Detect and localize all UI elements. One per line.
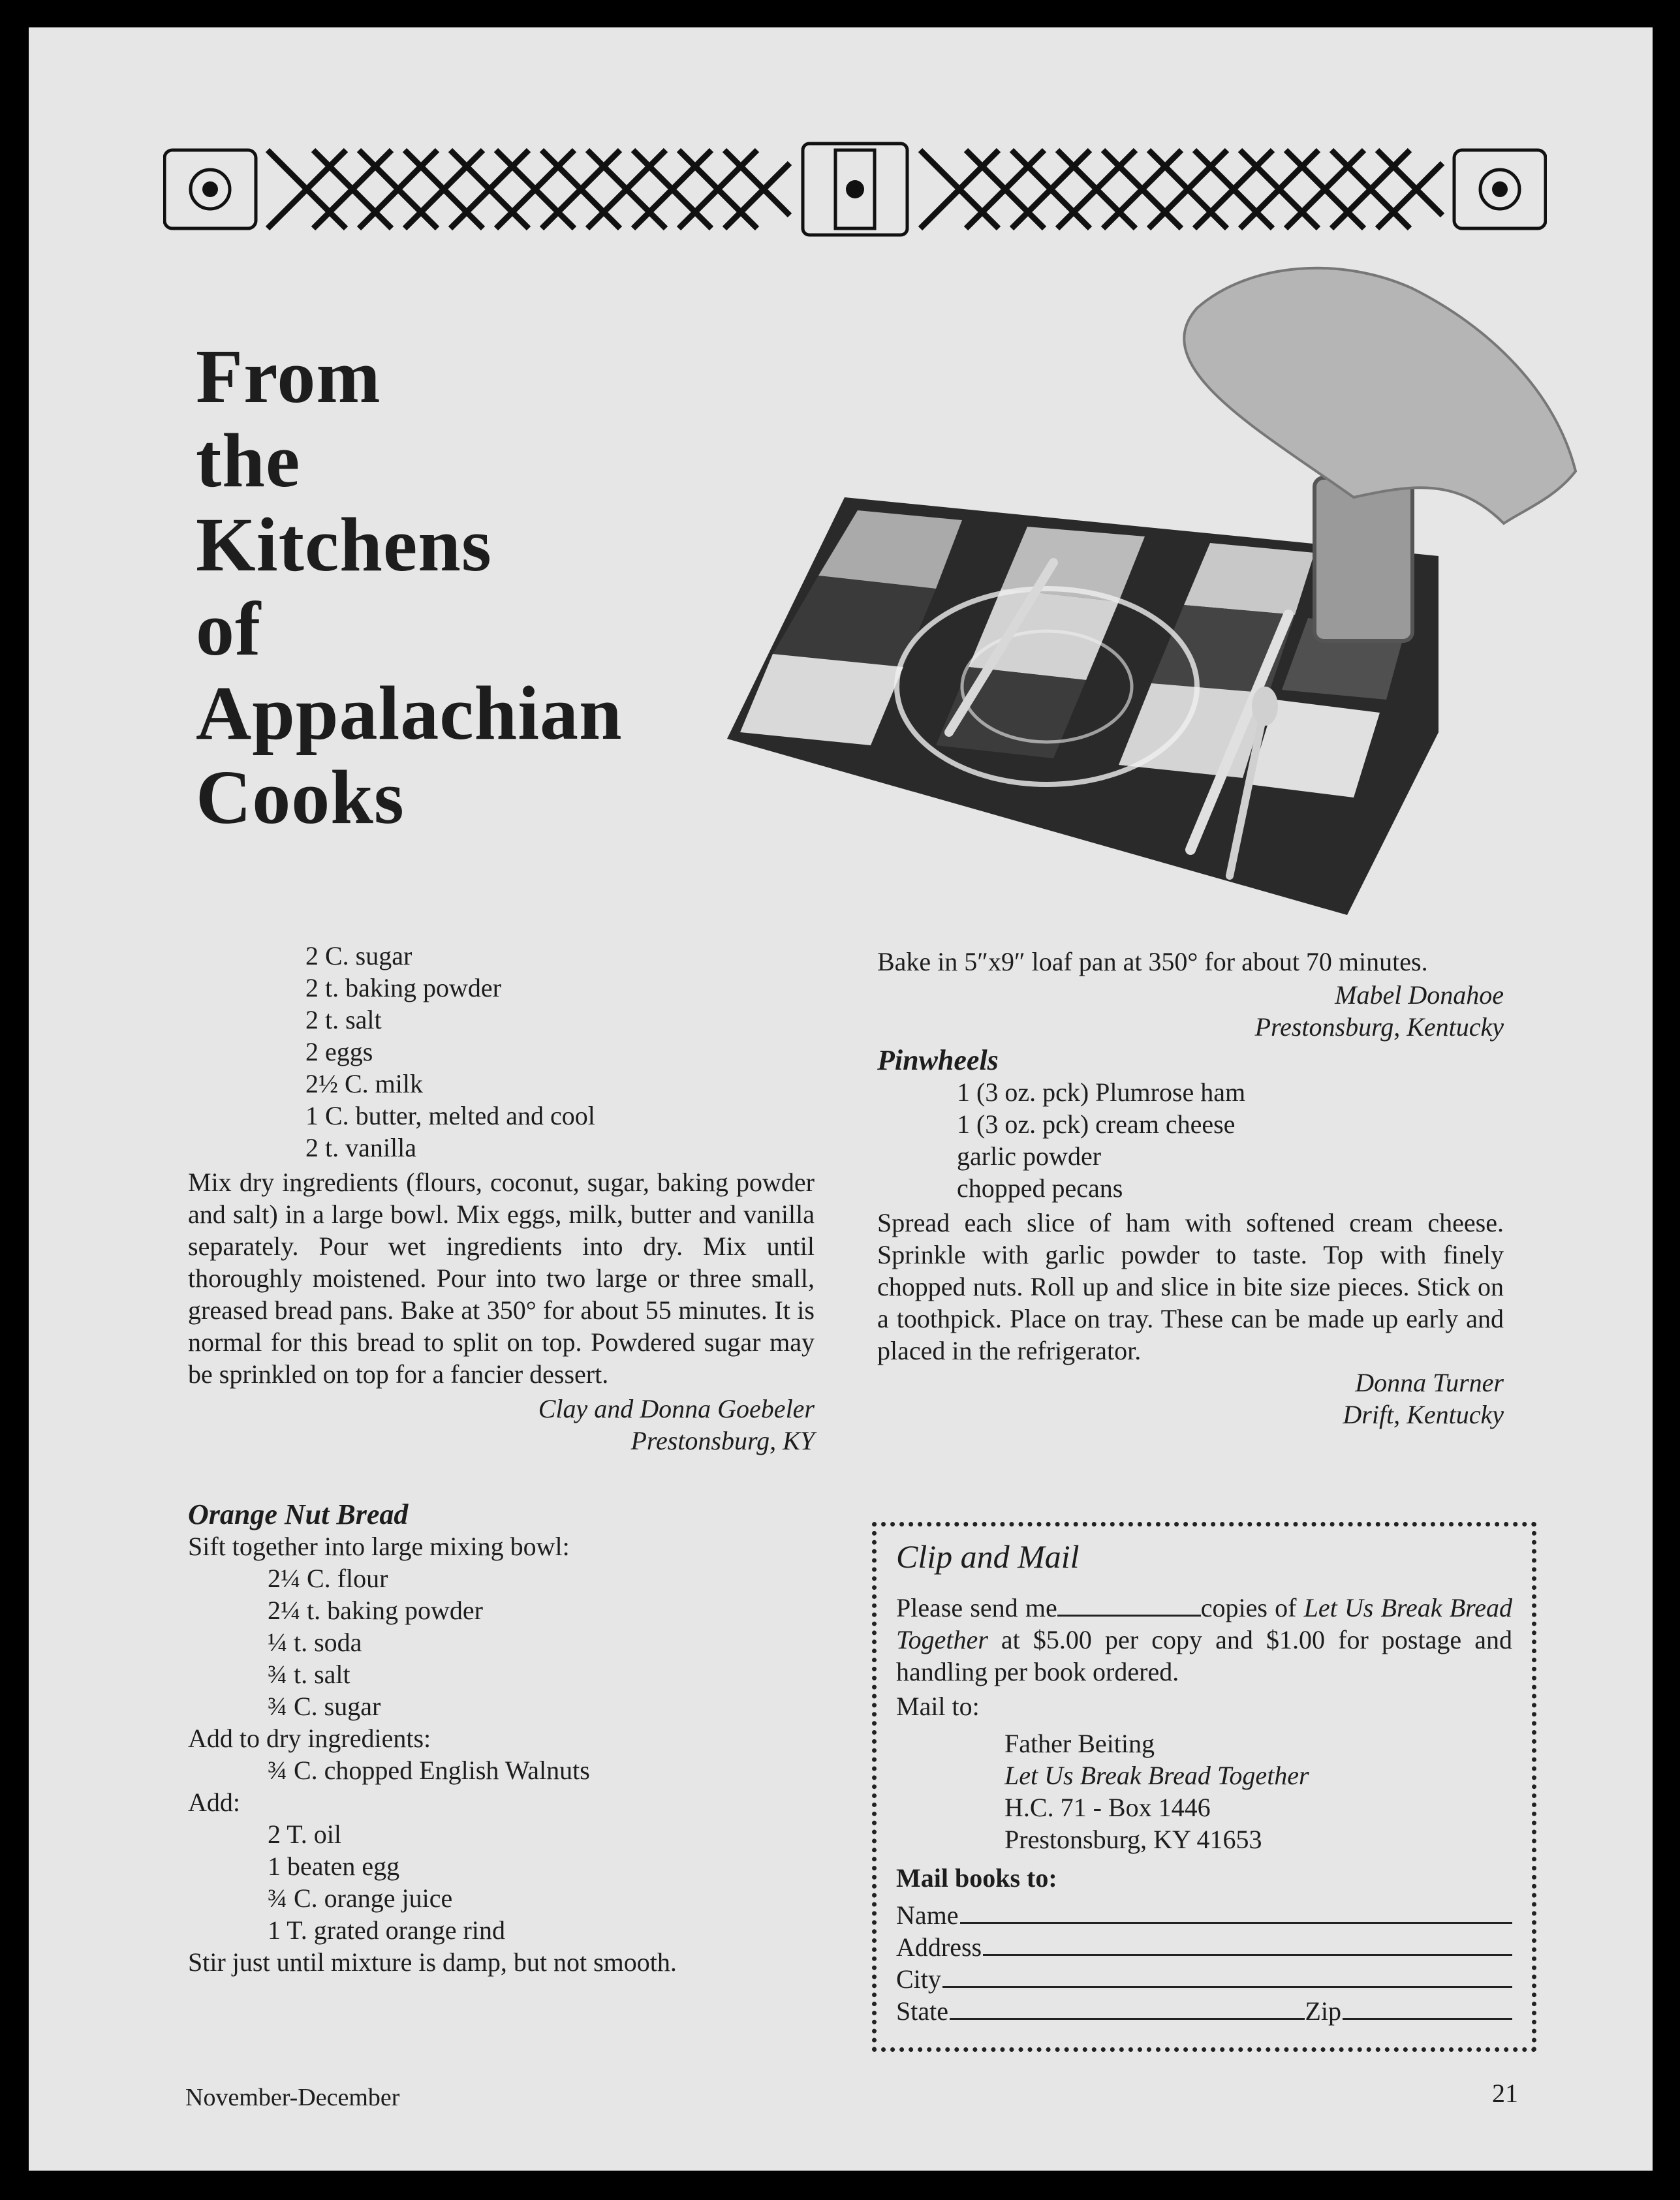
field-label: Address xyxy=(896,1932,982,1962)
recipe-directions: Mix dry ingredients (flours, coconut, sugar, baking powder and salt) in a large bowl. Mix eggs, milk, butter and vanilla separately. Pour wet ingredients into dry. Mix until thoroughly moistened. Pour into two large or three small, greased bread pans. Bake at 350° for about 55 minutes. It is normal for this bread to split on top. Powdered sugar may be sprinkled on top for a fancier dessert. xyxy=(188,1168,815,1389)
title-line: From xyxy=(196,333,381,419)
coupon-title: Clip and Mail xyxy=(896,1538,1080,1575)
address-blank[interactable] xyxy=(983,1933,1512,1956)
ingredient: ¾ C. chopped English Walnuts xyxy=(268,1756,590,1785)
recipe-final-step: Stir just until mixture is damp, but not smooth. xyxy=(188,1947,677,1977)
ingredient: ¾ C. sugar xyxy=(268,1692,381,1721)
field-label: State xyxy=(896,1996,948,2026)
ingredient: 1 T. grated orange rind xyxy=(268,1915,505,1945)
name-blank[interactable] xyxy=(960,1901,1512,1924)
ingredient: ¾ t. salt xyxy=(268,1660,350,1689)
order-text-copies: copies of xyxy=(1200,1593,1297,1622)
ingredient: 2 T. oil xyxy=(268,1820,341,1849)
magazine-page xyxy=(29,27,1653,2171)
ingredient: 2 t. baking powder xyxy=(305,973,501,1002)
field-label: City xyxy=(896,1964,941,1994)
ingredient: chopped pecans xyxy=(957,1173,1123,1203)
address-field[interactable] xyxy=(896,1931,1512,1963)
field-label: Name xyxy=(896,1900,959,1930)
page-title xyxy=(196,334,623,839)
holiday-border-ornament xyxy=(163,131,1547,247)
copies-blank[interactable] xyxy=(1057,1595,1201,1617)
ingredient: 2 t. salt xyxy=(305,1005,382,1034)
title-line: Appalachian xyxy=(196,670,623,756)
left-column xyxy=(188,940,815,1978)
ingredient: 2 t. vanilla xyxy=(305,1133,416,1162)
ingredient: 2 C. sugar xyxy=(305,941,412,970)
recipe-signature xyxy=(877,1367,1504,1431)
order-text-lead: Please send me xyxy=(896,1593,1057,1622)
title-line: Cooks xyxy=(196,754,405,840)
signature-place: Drift, Kentucky xyxy=(1343,1400,1504,1429)
address-line: Let Us Break Bread Together xyxy=(1004,1761,1309,1790)
field-label: Zip xyxy=(1305,1996,1341,2026)
recipe-title: Pinwheels xyxy=(877,1044,999,1076)
city-field[interactable] xyxy=(896,1963,1512,1995)
ingredient-list xyxy=(188,940,815,1164)
ingredient: 2¼ t. baking powder xyxy=(268,1596,483,1625)
name-field[interactable] xyxy=(896,1899,1512,1931)
ingredient: 1 C. butter, melted and cool xyxy=(305,1101,595,1130)
signature-place: Prestonsburg, KY xyxy=(630,1426,815,1455)
order-text xyxy=(896,1592,1512,1688)
step-label: Add: xyxy=(188,1788,240,1817)
bake-instructions: Bake in 5″x9″ loaf pan at 350° for about 70 minutes. xyxy=(877,947,1428,976)
recipe-title: Orange Nut Bread xyxy=(188,1498,409,1530)
signature-name: Donna Turner xyxy=(1355,1368,1504,1397)
mailing-address xyxy=(896,1727,1512,1855)
book-title: Let Us Break Bread Together xyxy=(896,1593,1513,1654)
placemat-photo xyxy=(688,262,1608,928)
recipe-intro: Sift together into large mixing bowl: xyxy=(188,1532,570,1561)
mail-books-to-label: Mail books to: xyxy=(896,1863,1057,1893)
ingredient-list xyxy=(877,1076,1504,1204)
address-line: Father Beiting xyxy=(1004,1729,1155,1758)
ingredient: 2 eggs xyxy=(305,1037,373,1066)
signature-place: Prestonsburg, Kentucky xyxy=(1254,1012,1504,1042)
ingredient: ¾ C. orange juice xyxy=(268,1883,453,1913)
ingredient: 1 (3 oz. pck) cream cheese xyxy=(957,1109,1236,1139)
recipe-signature xyxy=(188,1393,815,1457)
signature-name: Mabel Donahoe xyxy=(1335,980,1504,1010)
drinking-glass xyxy=(1314,478,1412,641)
right-column xyxy=(877,946,1504,1431)
recipe-signature xyxy=(877,979,1504,1043)
step-label: Add to dry ingredients: xyxy=(188,1724,431,1753)
clip-and-mail-coupon[interactable] xyxy=(872,1522,1536,2052)
ingredient-list xyxy=(188,1818,815,1946)
title-line: of xyxy=(196,586,262,672)
state-blank[interactable] xyxy=(950,1997,1305,2020)
ingredient: 2¼ C. flour xyxy=(268,1564,388,1593)
price-text: at $5.00 per copy and $1.00 for postage and handling per book ordered. xyxy=(896,1625,1513,1686)
ingredient: 2½ C. milk xyxy=(305,1069,424,1098)
ingredient: 1 (3 oz. pck) Plumrose ham xyxy=(957,1077,1246,1107)
signature-name: Clay and Donna Goebeler xyxy=(538,1394,815,1423)
zip-blank[interactable] xyxy=(1343,1997,1512,2020)
address-line: H.C. 71 - Box 1446 xyxy=(1004,1793,1211,1822)
ingredient: 1 beaten egg xyxy=(268,1851,400,1881)
city-blank[interactable] xyxy=(942,1965,1512,1988)
mail-to-label: Mail to: xyxy=(896,1692,980,1721)
issue-footer: November-December xyxy=(185,2084,400,2111)
ingredient-list xyxy=(188,1562,815,1722)
ingredient: garlic powder xyxy=(957,1141,1102,1171)
title-line: Kitchens xyxy=(196,502,492,587)
folded-napkin xyxy=(1184,268,1576,523)
title-line: the xyxy=(196,418,301,503)
address-line: Prestonsburg, KY 41653 xyxy=(1004,1825,1262,1854)
page-number: 21 xyxy=(1492,2079,1518,2108)
ingredient: ¼ t. soda xyxy=(268,1628,362,1657)
state-zip-field[interactable] xyxy=(896,1995,1512,2027)
recipe-directions: Spread each slice of ham with softened cream cheese. Sprinkle with garlic powder to taste. Top with finely chopped nuts. Roll up and slice in bite size pieces. Stick on a toothpick. Place on tray. These can be made up early and placed in the refrigerator. xyxy=(877,1208,1504,1365)
